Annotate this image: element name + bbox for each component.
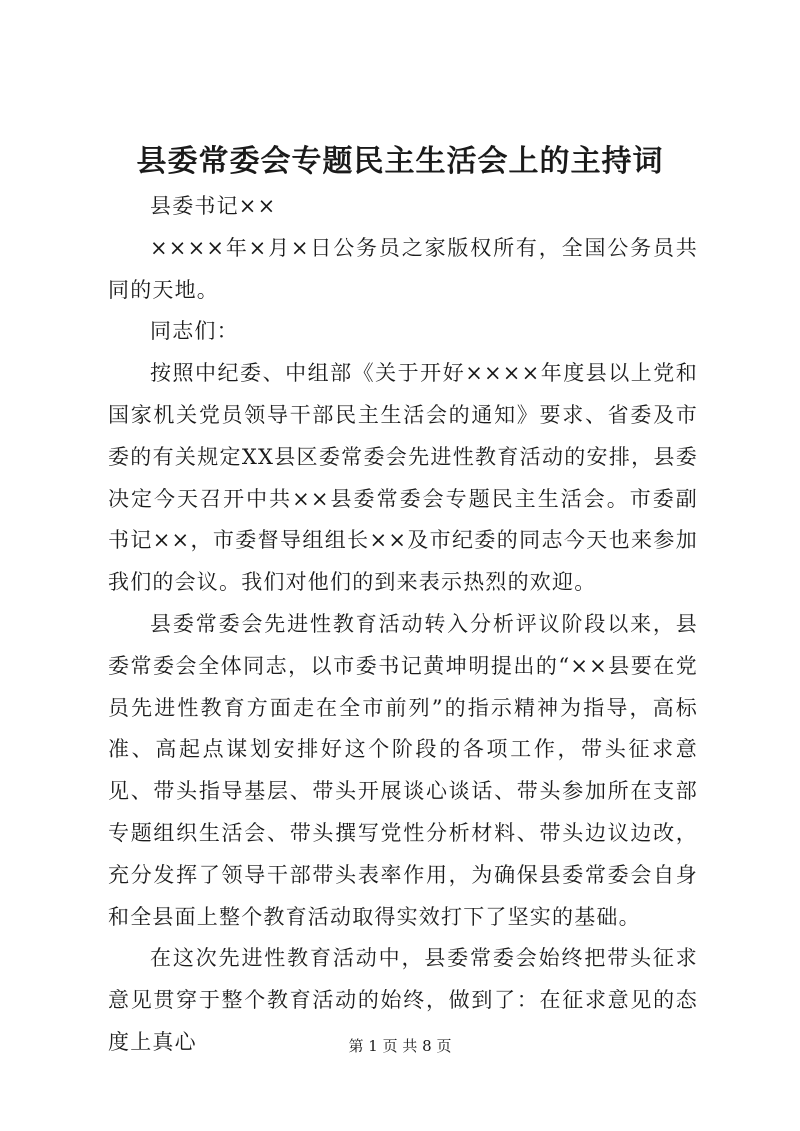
body-paragraph: 在这次先进性教育活动中，县委常委会始终把带头征求意见贯穿于整个教育活动的始终，做到了：在征求意见的态度上真心 — [108, 946, 698, 1054]
author-line: 县委书记×× — [150, 194, 277, 218]
document-title: 县委常委会专题民主生活会上的主持词 — [136, 144, 664, 179]
salutation: 同志们： — [150, 319, 239, 344]
body-paragraph: 按照中纪委、中组部《关于开好××××年度县以上党和国家机关党员领导干部民主生活会的通知》要求、省委及市委的有关规定XX县区委常委会先进性教育活动的安排，县委决定今天召开中共××县委常委会专题民主生活会。市委副书记××，市委督导组组长××及市纪委的同志今天也来参加我们的会议。我们对他们的到来表示热烈的欢迎。 — [108, 361, 698, 595]
page-footer: 第 1 页 共 8 页 — [348, 1037, 452, 1055]
date-line: ××××年×月×日公务员之家版权所有，全国公务员共同的天地。 — [108, 235, 698, 302]
document-body — [108, 186, 698, 1064]
body-paragraph: 县委常委会先进性教育活动转入分析评议阶段以来，县委常委会全体同志，以市委书记黄坤明提出的“××县要在党员先进性教育方面走在全市前列”的指示精神为指导，高标准、高起点谋划安排好这个阶段的各项工作，带头征求意见、带头指导基层、带头开展谈心谈话、带头参加所在支部专题组织生活会、带头撰写党性分析材料、带头边议边改，充分发挥了领导干部带头表率作用，为确保县委常委会自身和全县面上整个教育活动取得实效打下了坚实的基础。 — [108, 611, 698, 929]
